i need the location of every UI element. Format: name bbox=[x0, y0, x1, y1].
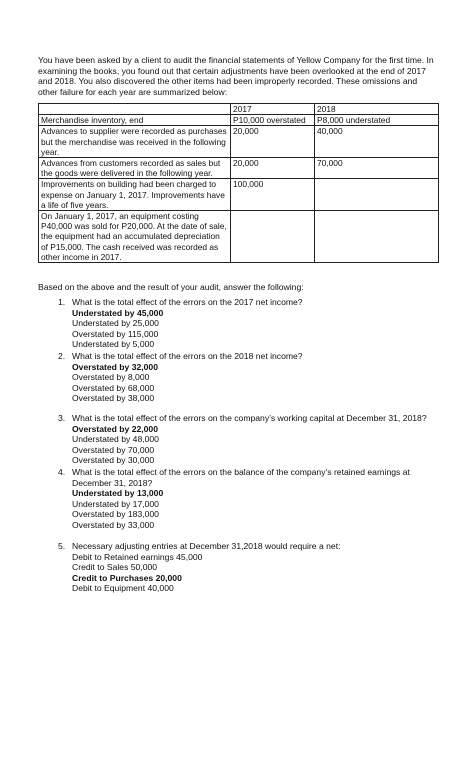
answer-option: Credit to Sales 50,000 bbox=[72, 562, 158, 573]
answer-option: Debit to Equipment 40,000 bbox=[72, 583, 174, 594]
table-row bbox=[39, 126, 439, 158]
row-2018 bbox=[315, 211, 439, 263]
answer-option: Overstated by 32,000 bbox=[72, 361, 158, 372]
row-2018: P8,000 understated bbox=[315, 115, 439, 126]
row-desc: Advances to supplier were recorded as purchases but the merchandise was received in the following year. bbox=[39, 126, 231, 158]
row-2018: 70,000 bbox=[315, 158, 439, 179]
errors-table bbox=[38, 103, 439, 263]
table-row bbox=[39, 115, 439, 126]
question-block bbox=[58, 351, 448, 404]
question-number: 3. bbox=[58, 413, 66, 423]
answer-option: Overstated by 22,000 bbox=[72, 423, 158, 434]
question-stem: What is the total effect of the errors on the balance of the company’s retained earnings at December 31, 2018? bbox=[72, 467, 410, 488]
answer-option: Understated by 17,000 bbox=[72, 498, 159, 509]
answer-option: Understated by 48,000 bbox=[72, 434, 159, 445]
question-stem: Necessary adjusting entries at December 31,2018 would require a net: bbox=[72, 541, 341, 551]
instructions-text: Based on the above and the result of your audit, answer the following: bbox=[38, 282, 304, 292]
row-2017: 20,000 bbox=[231, 158, 315, 179]
row-desc: Improvements on building had been charged to expense on January 1, 2017. Improvements have a life of five years. bbox=[39, 179, 231, 211]
row-2017: 20,000 bbox=[231, 126, 315, 158]
question-number: 1. bbox=[58, 297, 66, 307]
row-desc: Advances from customers recorded as sales but the goods were delivered in the following year. bbox=[39, 158, 231, 179]
question-number: 4. bbox=[58, 467, 66, 477]
answer-option: Understated by 45,000 bbox=[72, 307, 164, 318]
header-2018: 2018 bbox=[315, 104, 439, 115]
question-stem: What is the total effect of the errors on the 2017 net income? bbox=[72, 297, 303, 307]
row-2018: 40,000 bbox=[315, 126, 439, 158]
row-2018 bbox=[315, 179, 439, 211]
question-2 bbox=[58, 351, 448, 404]
header-blank bbox=[39, 104, 231, 115]
question-stem: What is the total effect of the errors on the 2018 net income? bbox=[72, 351, 303, 361]
question-4 bbox=[58, 467, 448, 531]
answer-option: Understated by 5,000 bbox=[72, 339, 155, 350]
answer-option: Overstated by 38,000 bbox=[72, 393, 155, 404]
row-2017 bbox=[231, 211, 315, 263]
intro-paragraph bbox=[38, 55, 438, 97]
question-number: 2. bbox=[58, 351, 66, 361]
question-5 bbox=[58, 541, 448, 594]
answer-option: Overstated by 183,000 bbox=[72, 509, 159, 520]
question-3 bbox=[58, 413, 448, 466]
answer-option: Debit to Retained earnings 45,000 bbox=[72, 551, 203, 562]
answer-option: Understated by 25,000 bbox=[72, 318, 159, 329]
table-row bbox=[39, 179, 439, 211]
question-number: 5. bbox=[58, 541, 66, 551]
row-2017: P10,000 overstated bbox=[231, 115, 315, 126]
row-desc: Merchandise inventory, end bbox=[39, 115, 231, 126]
row-2017: 100,000 bbox=[231, 179, 315, 211]
answer-option: Overstated by 8,000 bbox=[72, 372, 150, 383]
answer-option: Understated by 13,000 bbox=[72, 488, 164, 499]
answer-option: Overstated by 30,000 bbox=[72, 455, 155, 466]
table-row bbox=[39, 211, 439, 263]
answer-option: Credit to Purchases 20,000 bbox=[72, 572, 182, 583]
question-block bbox=[58, 467, 448, 531]
row-desc: On January 1, 2017, an equipment costing P40,000 was sold for P20,000. At the date of sale, the equipment had an accumulated depreciation of P15,000. The cash received was recorded as other income in 2017. bbox=[39, 211, 231, 263]
question-stem: What is the total effect of the errors on the company’s working capital at December 31, 2018? bbox=[72, 413, 427, 423]
table-header-row bbox=[39, 104, 439, 115]
intro-text: You have been asked by a client to audit the financial statements of Yellow Company for the first time. In examining the books, you found out that certain adjustments have been overlooked at the end of 2017 and 2018. You also discovered the other items had been improperly recorded. These omissions and other failure for each year are summarized below: bbox=[38, 55, 434, 97]
answer-option: Overstated by 115,000 bbox=[72, 328, 159, 339]
question-block bbox=[58, 413, 448, 466]
question-block bbox=[58, 297, 448, 350]
answer-option: Overstated by 70,000 bbox=[72, 444, 155, 455]
table-row bbox=[39, 158, 439, 179]
answer-option: Overstated by 33,000 bbox=[72, 519, 155, 530]
instructions-paragraph bbox=[38, 282, 438, 293]
header-2017: 2017 bbox=[231, 104, 315, 115]
answer-option: Overstated by 68,000 bbox=[72, 382, 155, 393]
question-1 bbox=[58, 297, 448, 350]
question-block bbox=[58, 541, 448, 594]
